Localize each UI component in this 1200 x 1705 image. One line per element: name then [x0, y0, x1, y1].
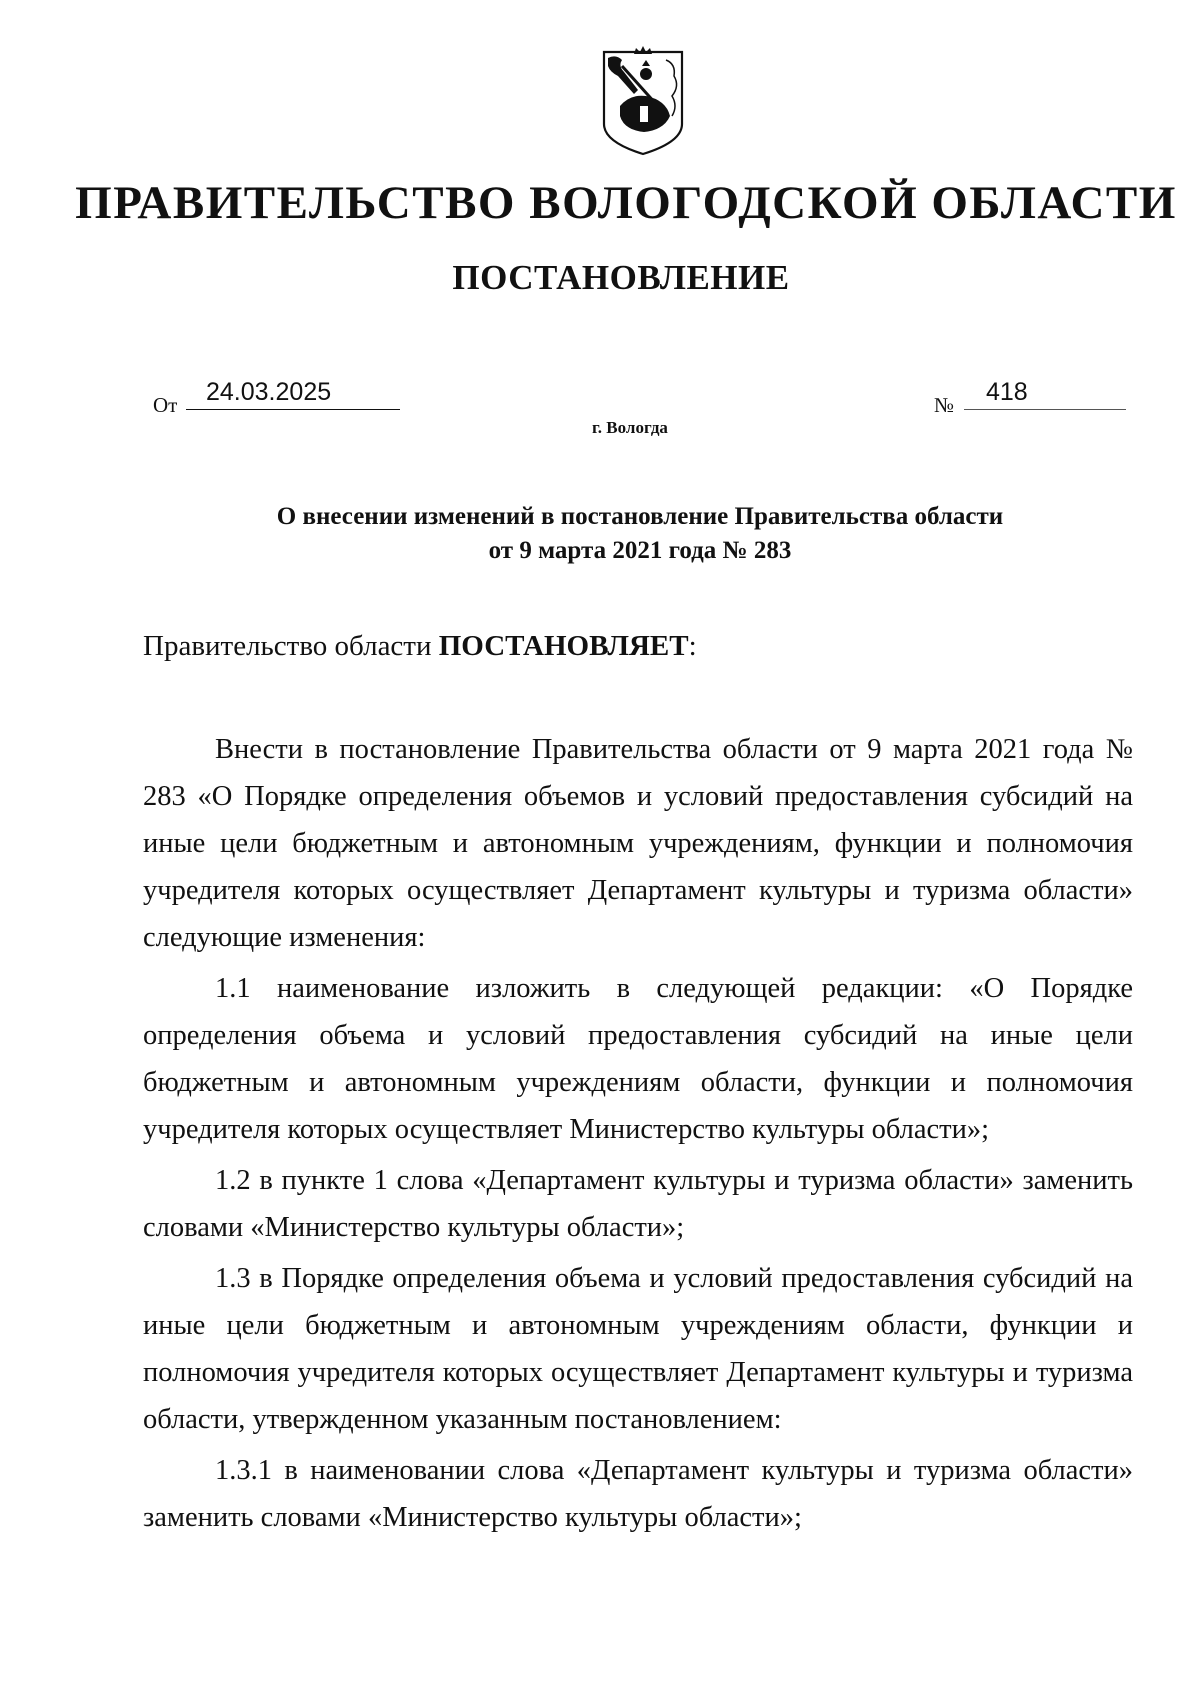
document-type: ПОСТАНОВЛЕНИЕ [452, 258, 790, 297]
paragraph-1-3-1: 1.3.1 в наименовании слова «Департамент культуры и туризма области» заменить словами «Министерство культуры области»; [143, 1455, 1133, 1533]
document-subject [130, 500, 1150, 568]
date-underline [186, 409, 400, 410]
subject-line-1: О внесении изменений в постановление Правительства области [276, 503, 1004, 530]
city: г. Вологда [592, 418, 668, 437]
resolves-suffix: : [688, 630, 697, 662]
vologda-coat-of-arms-icon [600, 46, 686, 158]
resolves-statement [143, 630, 697, 663]
subject-line-2: от 9 марта 2021 года № 283 [488, 537, 792, 564]
paragraph-1-3: 1.3 в Порядке определения объема и условий предоставления субсидий на иные цели бюджетным и автономным учреждениям области, функции и полномочия учредителя которых осуществляет Департамент культуры и туризма области, утвержденном указанным постановлением: [143, 1263, 1133, 1435]
date-value: 24.03.2025 [206, 378, 332, 406]
resolves-prefix: Правительство области [143, 630, 439, 662]
paragraph-intro: Внести в постановление Правительства области от 9 марта 2021 года № 283 «О Порядке определения объемов и условий предоставления субсидий на иные цели бюджетным и автономным учреждениям, функции и полномочия учредителя которых осуществляет Департамент культуры и туризма области» следующие изменения: [143, 734, 1133, 953]
paragraph-1-1: 1.1 наименование изложить в следующей редакции: «О Порядке определения объема и условий предоставления субсидий на иные цели бюджетным и автономным учреждениям области, функции и полномочия учредителя которых осуществляет Министерство культуры области»; [143, 973, 1133, 1145]
document-body [143, 726, 1133, 1545]
number-label: № [934, 393, 955, 417]
number-underline [964, 409, 1126, 410]
resolves-keyword: ПОСТАНОВЛЯЕТ [438, 630, 689, 662]
government-title: ПРАВИТЕЛЬСТВО ВОЛОГОДСКОЙ ОБЛАСТИ [75, 177, 1177, 229]
date-label: От [153, 393, 178, 417]
number-value: 418 [986, 378, 1028, 406]
paragraph-1-2: 1.2 в пункте 1 слова «Департамент культуры и туризма области» заменить словами «Министерство культуры области»; [143, 1165, 1133, 1243]
